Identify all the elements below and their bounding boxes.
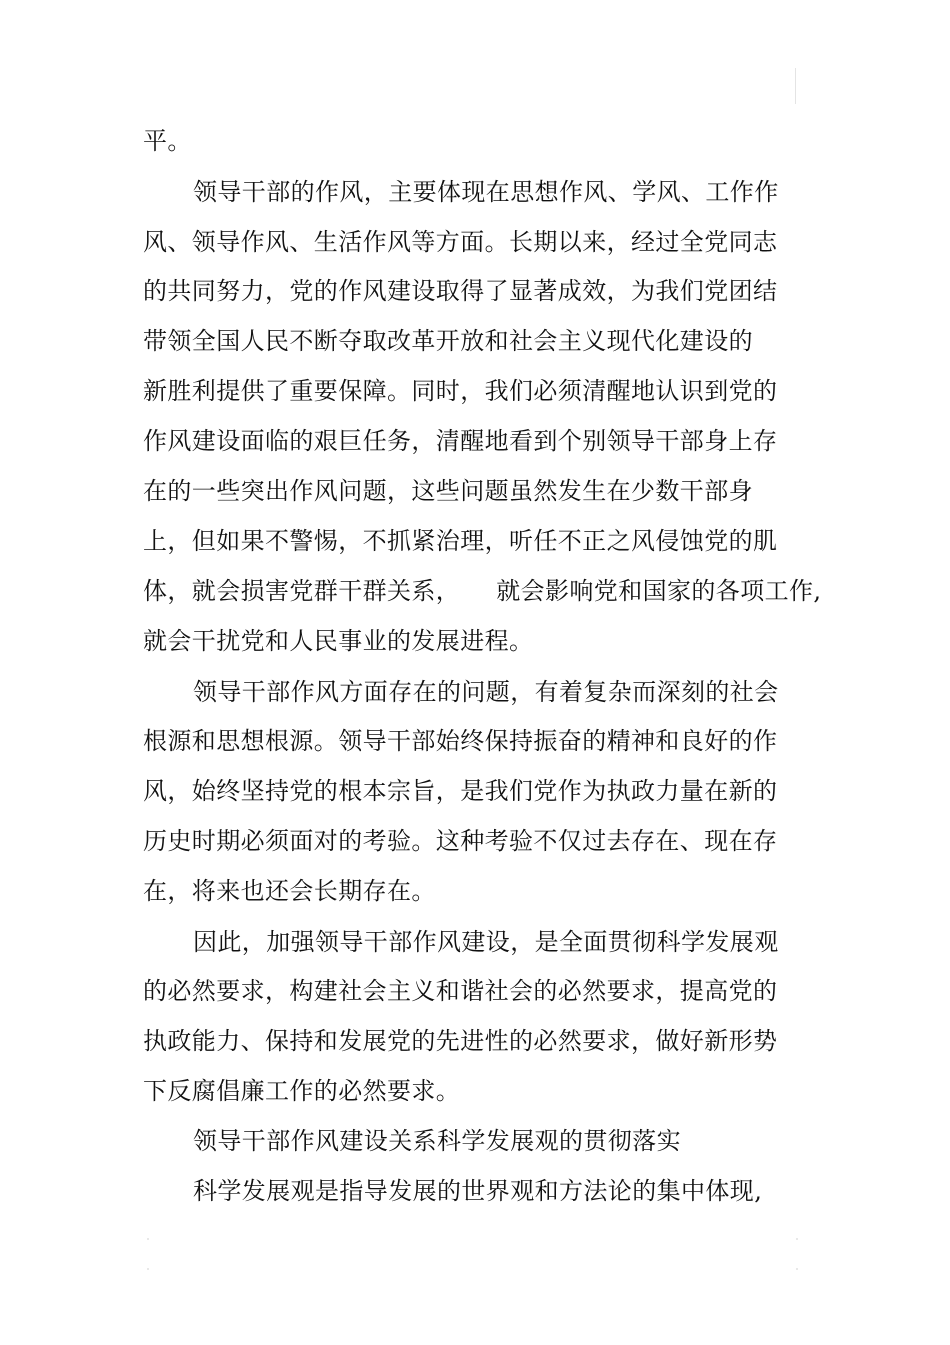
text-line: 在，将来也还会长期存在。 <box>143 877 436 905</box>
text-line: 上，但如果不警惕，不抓紧治理，听任不正之风侵蚀党的肌 <box>143 527 778 555</box>
section-heading: 领导干部作风建设关系科学发展观的贯彻落实 <box>193 1127 681 1155</box>
text-line: 下反腐倡廉工作的必然要求。 <box>143 1077 461 1105</box>
text-line: 风，始终坚持党的根本宗旨，是我们党作为执政力量在新的 <box>143 777 778 805</box>
text-line: 新胜利提供了重要保障。同时，我们必须清醒地认识到党的 <box>143 377 778 405</box>
text-line: 作风建设面临的艰巨任务，清醒地看到个别领导干部身上存 <box>143 427 778 455</box>
text-line: 历史时期必须面对的考验。这种考验不仅过去存在、现在存 <box>143 827 778 855</box>
text-line: 在的一些突出作风问题，这些问题虽然发生在少数干部身 <box>143 477 753 505</box>
text-line: 的必然要求，构建社会主义和谐社会的必然要求，提高党的 <box>143 977 778 1005</box>
paragraph-first-line: 科学发展观是指导发展的世界观和方法论的集中体现, <box>193 1177 763 1205</box>
paragraph-first-line: 因此，加强领导干部作风建设，是全面贯彻科学发展观 <box>193 928 779 956</box>
text-line: 带领全国人民不断夺取改革开放和社会主义现代化建设的 <box>143 327 753 355</box>
text-line: 的共同努力，党的作风建设取得了显著成效，为我们党团结 <box>143 277 778 305</box>
scan-speck <box>147 1268 149 1270</box>
text-line: 就会干扰党和人民事业的发展进程。 <box>143 627 534 655</box>
text-line: 执政能力、保持和发展党的先进性的必然要求，做好新形势 <box>143 1027 778 1055</box>
text-segment: 体，就会损害党群干群关系， <box>143 577 461 605</box>
page-edge-mark <box>795 68 796 104</box>
text-line: 风、领导作风、生活作风等方面。长期以来，经过全党同志 <box>143 228 778 256</box>
text-line: 平。 <box>143 127 192 155</box>
text-line <box>143 576 821 606</box>
scan-speck <box>796 1238 798 1240</box>
scan-speck <box>796 1268 798 1270</box>
text-segment: 就会影响党和国家的各项工作, <box>496 577 822 605</box>
text-line: 根源和思想根源。领导干部始终保持振奋的精神和良好的作 <box>143 727 778 755</box>
paragraph-first-line: 领导干部的作风，主要体现在思想作风、学风、工作作 <box>193 178 779 206</box>
paragraph-first-line: 领导干部作风方面存在的问题，有着复杂而深刻的社会 <box>193 678 779 706</box>
scan-speck <box>147 1238 149 1240</box>
